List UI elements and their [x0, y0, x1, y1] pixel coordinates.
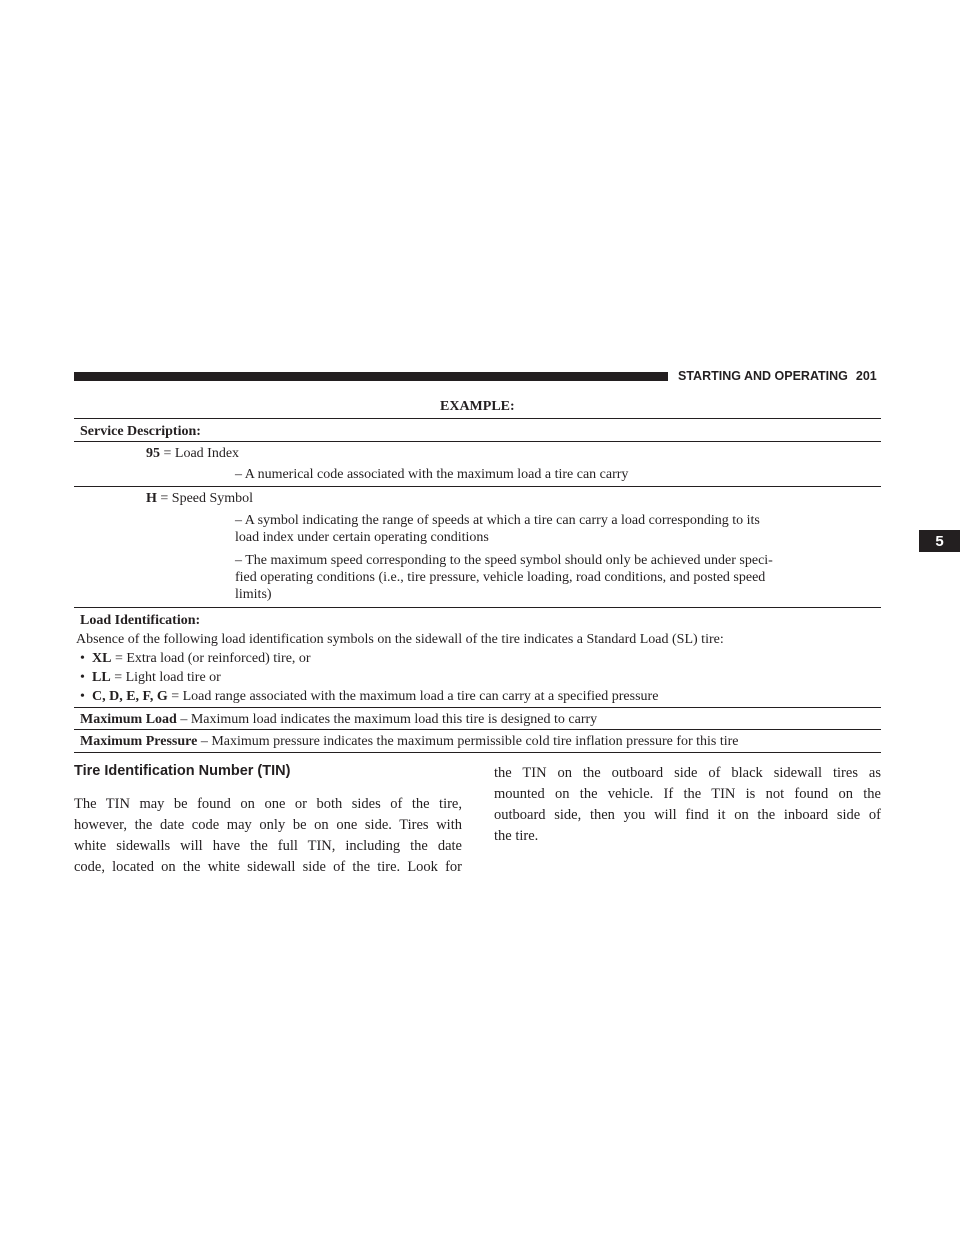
maximum-pressure-row — [80, 733, 739, 750]
table-rule — [74, 707, 881, 708]
tin-col1-line: code, located on the white sidewall side of the tire. Look for — [74, 859, 462, 875]
load-index-description: – A numerical code associated with the maximum load a tire can carry — [235, 467, 629, 482]
chapter-tab[interactable]: 5 — [919, 530, 960, 552]
running-header — [678, 369, 888, 383]
load-code: C, D, E, F, G — [92, 689, 168, 704]
service-description-label: Service Description: — [80, 424, 201, 439]
load-index-row — [146, 445, 239, 462]
list-item — [80, 688, 658, 705]
maximum-load-text: – Maximum load indicates the maximum load this tire is designed to carry — [180, 712, 598, 727]
header-rule — [74, 372, 668, 381]
table-rule — [74, 607, 881, 608]
tin-col1-line: however, the date code may only be on one side. Tires with — [74, 817, 462, 833]
list-item — [80, 669, 221, 686]
section-title: STARTING AND OPERATING — [678, 369, 848, 383]
table-rule — [74, 752, 881, 753]
tin-col1-line: white sidewalls will have the full TIN, including the date — [74, 838, 462, 854]
table-rule — [74, 441, 881, 442]
speed-symbol-row — [146, 490, 253, 507]
load-code: XL — [92, 651, 112, 666]
load-identification-text: Absence of the following load identification symbols on the sidewall of the tire indicates a Standard Load (SL) tire: — [76, 632, 724, 647]
tin-col2-line: the tire. — [494, 828, 539, 844]
speed-symbol-desc2-line3: limits) — [235, 587, 272, 602]
maximum-load-row — [80, 711, 597, 728]
speed-symbol-desc1-line1: – A symbol indicating the range of speeds at which a tire can carry a load corresponding to its — [235, 513, 760, 528]
tin-col2-line: mounted on the vehicle. If the TIN is not found on the — [494, 786, 881, 802]
page-number: 201 — [855, 369, 877, 383]
load-index-code: 95 — [146, 446, 160, 461]
bullet-icon: • — [80, 670, 85, 685]
speed-symbol-code: H — [146, 491, 157, 506]
speed-symbol-desc2-line2: fied operating conditions (i.e., tire pressure, vehicle loading, road conditions, and posted speed — [235, 570, 766, 585]
maximum-pressure-label: Maximum Pressure — [80, 734, 198, 749]
speed-symbol-desc1-line2: load index under certain operating conditions — [235, 530, 489, 545]
list-item — [80, 650, 311, 667]
tin-col1-line: The TIN may be found on one or both sides of the tire, — [74, 796, 462, 812]
load-code-text: = Extra load (or reinforced) tire, or — [114, 651, 311, 666]
section-heading: Tire Identification Number (TIN) — [74, 763, 291, 779]
load-code-text: = Load range associated with the maximum load a tire can carry at a specified pressure — [171, 689, 659, 704]
table-rule — [74, 486, 881, 487]
maximum-load-label: Maximum Load — [80, 712, 177, 727]
load-identification-label: Load Identification: — [80, 613, 201, 628]
bullet-icon: • — [80, 651, 85, 666]
table-rule — [74, 729, 881, 730]
table-rule — [74, 418, 881, 419]
table-title: EXAMPLE: — [440, 399, 515, 414]
maximum-pressure-text: – Maximum pressure indicates the maximum permissible cold tire inflation pressure for this tire — [200, 734, 739, 749]
speed-symbol-desc2-line1: – The maximum speed corresponding to the speed symbol should only be achieved under speci- — [235, 553, 773, 568]
tin-col2-line: the TIN on the outboard side of black sidewall tires as — [494, 765, 881, 781]
tin-col2-line: outboard side, then you will find it on the inboard side of — [494, 807, 881, 823]
bullet-icon: • — [80, 689, 85, 704]
load-code-text: = Light load tire or — [114, 670, 221, 685]
speed-symbol-label: = Speed Symbol — [160, 491, 254, 506]
load-index-label: = Load Index — [163, 446, 240, 461]
load-code: LL — [92, 670, 111, 685]
